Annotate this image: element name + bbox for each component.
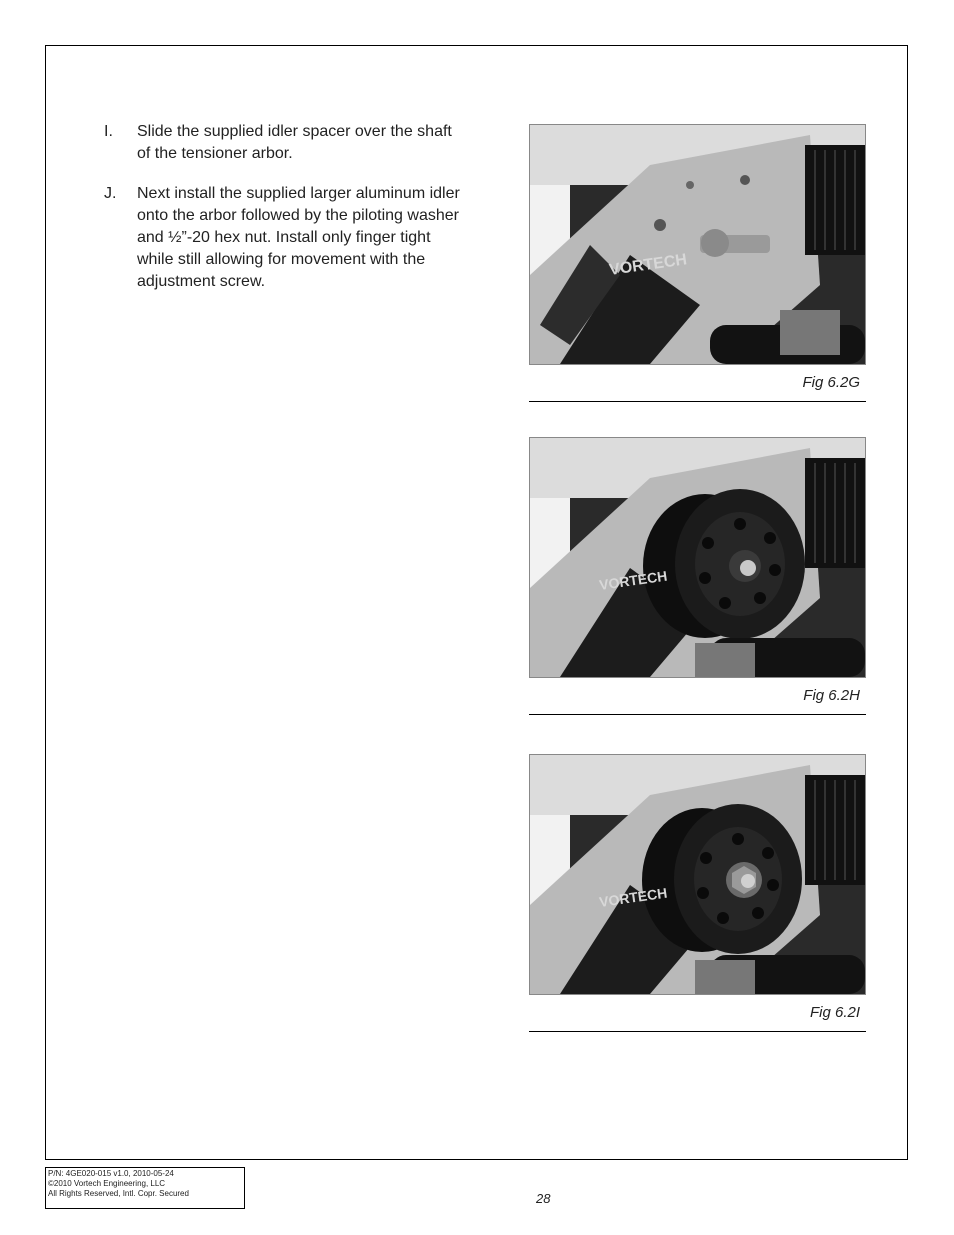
step-i (104, 121, 504, 165)
figure-6-2g (529, 124, 866, 402)
step-text: Slide the supplied idler spacer over the shaft of the tensioner arbor. (137, 123, 452, 162)
step-j (104, 183, 504, 293)
svg-text:VORTECH: VORTECH (598, 884, 669, 910)
part-number: P/N: 4GE020-015 v1.0, 2010-05-24 (48, 1169, 174, 1178)
figure-6-2i (529, 754, 866, 1032)
figure-caption: Fig 6.2G (802, 374, 860, 391)
figure-caption: Fig 6.2H (803, 687, 860, 704)
copyright: ©2010 Vortech Engineering, LLC (48, 1179, 166, 1188)
step-text: Next install the supplied larger aluminum idler onto the arbor followed by the piloting washer and ½”-20 hex nut. Install only finger tight while still allowing for movement with the adjustment screw. (137, 185, 460, 290)
svg-text:VORTECH: VORTECH (598, 567, 669, 593)
figure-divider (529, 401, 866, 402)
photo-idler-installed (529, 437, 866, 678)
figure-caption: Fig 6.2I (809, 1004, 860, 1021)
figure-divider (529, 714, 866, 715)
photo-bracket-arbor (529, 124, 866, 365)
step-letter: I. (104, 123, 113, 140)
rights-statement: All Rights Reserved, Intl. Copr. Secured (48, 1189, 189, 1198)
svg-text:VORTECH: VORTECH (608, 251, 689, 279)
step-letter: J. (104, 185, 117, 202)
page-number: 28 (536, 1191, 551, 1206)
photo-idler-nut-installed (529, 754, 866, 995)
figure-6-2h (529, 437, 866, 715)
footer-info-box (45, 1167, 245, 1209)
figure-divider (529, 1031, 866, 1032)
instruction-steps (104, 121, 504, 311)
